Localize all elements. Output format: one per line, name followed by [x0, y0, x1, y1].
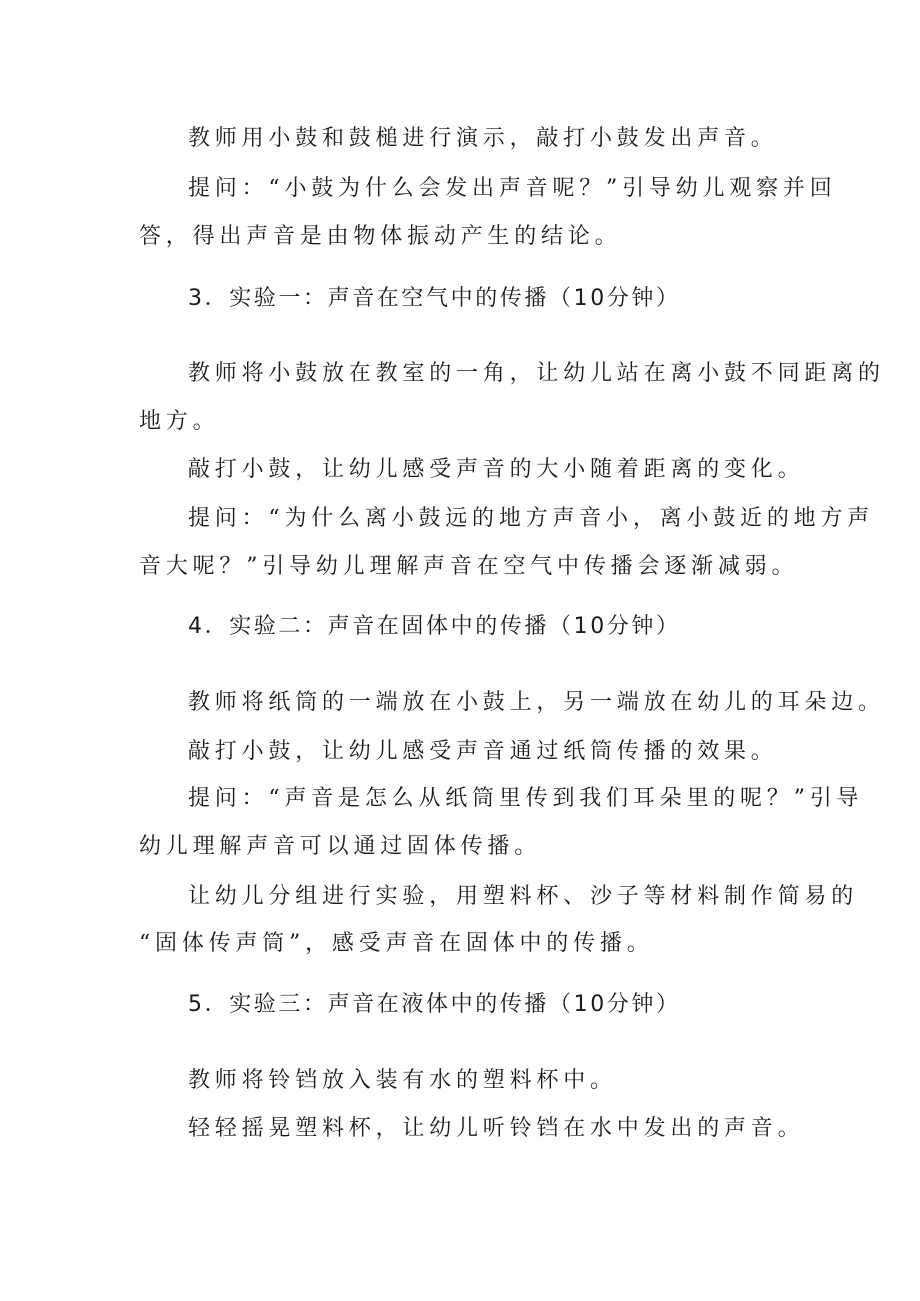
paragraph-line: 教师用小鼓和鼓槌进行演示，敲打小鼓发出声音。 — [188, 126, 778, 151]
paragraph-line: 敲打小鼓，让幼儿感受声音的大小随着距离的变化。 — [188, 457, 805, 482]
paragraph-line: 教师将铃铛放入装有水的塑料杯中。 — [188, 1068, 617, 1093]
paragraph-line: 教师将小鼓放在教室的一角，让幼儿站在离小鼓不同距离的 — [188, 361, 885, 386]
paragraph-line: 提问：“小鼓为什么会发出声音呢？”引导幼儿观察并回 — [188, 176, 837, 201]
paragraph-line: 提问：“为什么离小鼓远的地方声音小，离小鼓近的地方声 — [188, 506, 875, 531]
paragraph-line: 地方。 — [139, 409, 220, 434]
section-heading: 5．实验三：声音在液体中的传播（10分钟） — [188, 992, 681, 1017]
paragraph-line: 幼儿理解声音可以通过固体传播。 — [139, 834, 542, 859]
paragraph-line: 音大呢？”引导幼儿理解声音在空气中传播会逐渐减弱。 — [139, 554, 799, 579]
section-heading: 4．实验二：声音在固体中的传播（10分钟） — [188, 614, 681, 639]
section-heading: 3．实验一：声音在空气中的传播（10分钟） — [188, 286, 681, 311]
paragraph-line: 让幼儿分组进行实验，用塑料杯、沙子等材料制作简易的 — [188, 884, 859, 909]
paragraph-line: “固体传声筒”，感受声音在固体中的传播。 — [139, 931, 654, 956]
paragraph-line: 敲打小鼓，让幼儿感受声音通过纸筒传播的效果。 — [188, 739, 778, 764]
paragraph-line: 轻轻摇晃塑料杯，让幼儿听铃铛在水中发出的声音。 — [188, 1116, 805, 1141]
paragraph-line: 教师将纸筒的一端放在小鼓上，另一端放在幼儿的耳朵边。 — [188, 690, 885, 715]
paragraph-line: 提问：“声音是怎么从纸筒里传到我们耳朵里的呢？”引导 — [188, 786, 864, 811]
paragraph-line: 答，得出声音是由物体振动产生的结论。 — [139, 224, 622, 249]
